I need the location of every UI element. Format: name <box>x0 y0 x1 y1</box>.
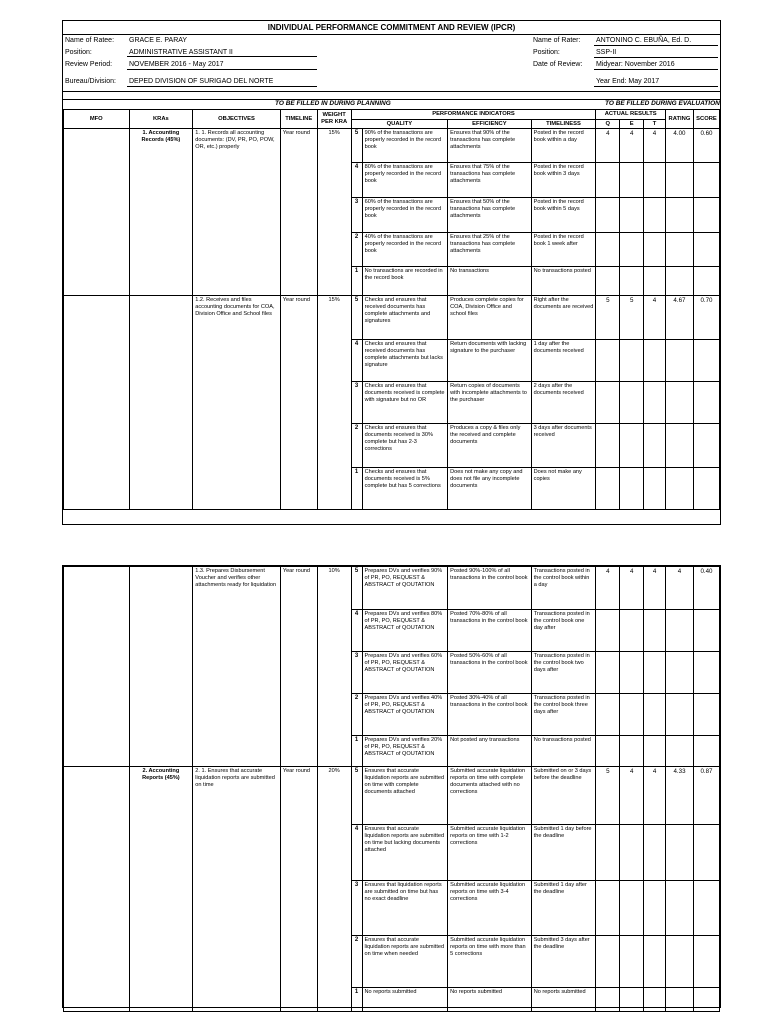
scale-cell: 1 <box>351 468 362 510</box>
result-e-cell <box>620 424 644 468</box>
result-e-cell <box>620 233 644 267</box>
objective-cell: 1.2. Receives and files accounting documents for COA, Division Office and School files <box>193 296 281 510</box>
efficiency-cell: Produces complete copies for COA, Division Office and school files <box>448 296 532 340</box>
result-score-cell <box>693 198 719 233</box>
header-performance-indicators: PERFORMANCE INDICATORS <box>351 110 596 120</box>
scale-cell: 5 <box>351 567 362 610</box>
result-score-cell <box>693 936 719 988</box>
efficiency-cell: No transactions <box>448 267 532 296</box>
quality-cell: Prepares DVs and verifies 80% of PR, PO, REQUEST & ABSTRACT of QOUTATION <box>362 610 448 652</box>
result-q-cell <box>596 382 620 424</box>
result-e-cell <box>620 468 644 510</box>
header-weight: WEIGHT PER KRA <box>317 110 351 129</box>
timeliness-cell: No transactions posted <box>531 267 596 296</box>
result-rating-cell <box>666 694 694 736</box>
efficiency-cell: Ensures that 75% of the transactions has complete attachments <box>448 163 532 198</box>
quality-cell: 60% of the transactions are properly recorded in the record book <box>362 198 448 233</box>
timeliness-cell: Transactions posted in the control book two days after <box>531 652 596 694</box>
quality-cell: No transactions are recorded in the record book <box>362 267 448 296</box>
divider <box>63 91 720 92</box>
efficiency-cell: Ensures that 50% of the transactions has complete attachments <box>448 198 532 233</box>
timeliness-cell: Submitted on or 3 days before the deadline <box>531 767 596 825</box>
result-rating-cell <box>665 267 693 296</box>
quality-cell: Ensures that liquidation reports are submitted on time but has no exact deadline <box>362 881 448 936</box>
result-t-cell <box>644 233 666 267</box>
result-q-cell <box>596 736 620 767</box>
table-row <box>64 129 720 163</box>
quality-cell: Ensures that accurate liquidation reports are submitted on time with complete documents attached <box>362 767 448 825</box>
result-t-cell <box>644 198 666 233</box>
result-score-cell <box>693 424 719 468</box>
objective-cell: 2. 1. Ensures that accurate liquidation reports are submitted on time <box>193 767 281 1012</box>
header-t: T <box>644 120 666 129</box>
result-q-cell <box>596 988 620 1012</box>
result-score-cell <box>693 736 719 767</box>
header-timeliness: TIMELINESS <box>531 120 596 129</box>
quality-cell: Prepares DVs and verifies 60% of PR, PO, REQUEST & ABSTRACT of QOUTATION <box>362 652 448 694</box>
result-rating-cell <box>666 825 694 881</box>
result-q-cell <box>596 825 620 881</box>
result-q-cell <box>596 163 620 198</box>
result-score-cell <box>693 881 719 936</box>
result-score-cell <box>693 694 719 736</box>
timeliness-cell: Submitted 1 day before the deadline <box>531 825 596 881</box>
rater-position-label: Position: <box>533 49 560 56</box>
result-q-cell <box>596 610 620 652</box>
efficiency-cell: Does not make any copy and does not file any incomplete documents <box>448 468 532 510</box>
result-e-cell <box>620 198 644 233</box>
header-kras: KRAs <box>129 110 193 129</box>
result-rating-cell <box>665 468 693 510</box>
underline <box>594 69 718 70</box>
result-e-cell: 4 <box>620 129 644 163</box>
result-score-cell <box>693 382 719 424</box>
scale-cell: 2 <box>351 694 362 736</box>
timeliness-cell: 2 days after the documents received <box>531 382 596 424</box>
result-t-cell <box>644 382 666 424</box>
result-score-cell <box>693 340 719 382</box>
efficiency-cell: No reports submitted <box>448 988 532 1012</box>
review-date: Midyear: November 2016 <box>596 61 675 68</box>
scale-cell: 5 <box>351 129 362 163</box>
result-e-cell <box>620 988 644 1012</box>
ratee-name-label: Name of Ratee: <box>65 37 115 44</box>
result-e-cell <box>620 736 644 767</box>
evaluation-label: TO BE FILLED DURING EVALUATION <box>605 100 720 107</box>
quality-cell: Prepares DVs and verifies 40% of PR, PO, REQUEST & ABSTRACT of QOUTATION <box>362 694 448 736</box>
timeliness-cell: Posted in the record book 1 week after <box>531 233 596 267</box>
scale-cell: 3 <box>351 198 362 233</box>
rater-position: SSP-II <box>596 49 617 56</box>
timeliness-cell: Transactions posted in the control book one day after <box>531 610 596 652</box>
result-q-cell <box>596 340 620 382</box>
result-score-cell <box>693 163 719 198</box>
result-rating-cell <box>666 881 694 936</box>
result-t-cell <box>644 610 666 652</box>
ratee-position-label: Position: <box>65 49 92 56</box>
result-q-cell: 4 <box>596 567 620 610</box>
timeliness-cell: Right after the documents are received <box>531 296 596 340</box>
efficiency-cell: Return copies of documents with incomplete attachments to the purchaser <box>448 382 532 424</box>
review-period-label: Review Period: <box>65 61 113 68</box>
result-t-cell <box>644 988 666 1012</box>
timeliness-cell: Posted in the record book within a day <box>531 129 596 163</box>
result-rating-cell <box>665 382 693 424</box>
kra-cell: 1. Accounting Records (45%) <box>129 129 193 296</box>
result-q-cell <box>596 936 620 988</box>
result-rating-cell <box>666 610 694 652</box>
result-rating-cell <box>666 736 694 767</box>
result-score-cell <box>693 267 719 296</box>
result-q-cell <box>596 267 620 296</box>
efficiency-cell: Posted 30%-40% of all transactions in the control book <box>448 694 532 736</box>
quality-cell: Checks and ensures that documents received is 30% complete but has 2-3 corrections <box>362 424 448 468</box>
result-q-cell <box>596 881 620 936</box>
objective-cell: 1.3. Prepares Disbursement Voucher and verifies other attachments ready for liquidation <box>193 567 281 767</box>
result-t-cell <box>644 267 666 296</box>
header-rating: RATING <box>665 110 693 129</box>
result-e-cell: 4 <box>620 767 644 825</box>
result-q-cell: 5 <box>596 296 620 340</box>
result-t-cell <box>644 881 666 936</box>
quality-cell: Checks and ensures that received documents has complete attachments and signatures <box>362 296 448 340</box>
scale-cell: 3 <box>351 382 362 424</box>
underline <box>127 56 317 57</box>
bureau-label: Bureau/Division: <box>65 78 116 85</box>
review-period: NOVEMBER 2016 - May 2017 <box>129 61 224 68</box>
mfo-cell <box>64 767 130 1012</box>
weight-cell: 15% <box>317 296 351 510</box>
mfo-cell <box>64 296 130 510</box>
ratee-position: ADMINISTRATIVE ASSISTANT II <box>129 49 233 56</box>
weight-cell: 10% <box>317 567 351 767</box>
result-e-cell <box>620 825 644 881</box>
table-row <box>64 767 720 825</box>
scale-cell: 5 <box>351 767 362 825</box>
ipcr-table <box>63 109 720 510</box>
kra-cell: 2. Accounting Reports (45%) <box>129 767 193 1012</box>
efficiency-cell: Submitted accurate liquidation reports on time with more than 5 corrections <box>448 936 532 988</box>
underline <box>594 57 718 58</box>
timeliness-cell: 3 days after documents received <box>531 424 596 468</box>
result-t-cell <box>644 340 666 382</box>
underline <box>594 45 718 46</box>
result-score-cell <box>693 652 719 694</box>
header-quality: QUALITY <box>351 120 447 129</box>
planning-label: TO BE FILLED IN DURING PLANNING <box>275 100 391 107</box>
underline <box>594 86 718 87</box>
header-efficiency: EFFICIENCY <box>448 120 532 129</box>
efficiency-cell: Posted 70%-80% of all transactions in the control book <box>448 610 532 652</box>
timeliness-cell: Submitted 3 days after the deadline <box>531 936 596 988</box>
quality-cell: Prepares DVs and verifies 20% of PR, PO, REQUEST & ABSTRACT of QOUTATION <box>362 736 448 767</box>
efficiency-cell: Ensures that 25% of the transactions has complete attachments <box>448 233 532 267</box>
scale-cell: 1 <box>351 267 362 296</box>
scale-cell: 1 <box>351 736 362 767</box>
result-rating-cell <box>665 198 693 233</box>
result-t-cell: 4 <box>644 567 666 610</box>
quality-cell: Prepares DVs and verifies 90% of PR, PO, REQUEST & ABSTRACT of QOUTATION <box>362 567 448 610</box>
ratee-name: GRACE E. PARAY <box>129 37 188 44</box>
result-rating-cell <box>666 988 694 1012</box>
scale-cell: 2 <box>351 424 362 468</box>
result-rating-cell: 4.67 <box>665 296 693 340</box>
header-mfo: MFO <box>64 110 130 129</box>
result-q-cell: 4 <box>596 129 620 163</box>
quality-cell: Checks and ensures that received documents has complete attachments but lacks signature <box>362 340 448 382</box>
bureau: DEPED DIVISION OF SURIGAO DEL NORTE <box>129 78 274 85</box>
quality-cell: Ensures that accurate liquidation reports are submitted on time when needed <box>362 936 448 988</box>
scale-cell: 4 <box>351 610 362 652</box>
result-e-cell <box>620 340 644 382</box>
result-score-cell <box>693 468 719 510</box>
result-rating-cell <box>666 652 694 694</box>
result-score-cell <box>693 988 719 1012</box>
timeliness-cell: Submitted 1 day after the deadline <box>531 881 596 936</box>
rater-name: ANTONINO C. EBUÑA, Ed. D. <box>596 37 692 44</box>
quality-cell: 40% of the transactions are properly recorded in the record book <box>362 233 448 267</box>
result-t-cell: 4 <box>644 296 666 340</box>
result-t-cell <box>644 936 666 988</box>
timeliness-cell: Posted in the record book within 5 days <box>531 198 596 233</box>
scale-cell: 4 <box>351 163 362 198</box>
timeline-cell: Year round <box>280 129 317 296</box>
result-t-cell <box>644 424 666 468</box>
result-score-cell <box>693 610 719 652</box>
ipcr-page-1 <box>62 20 721 525</box>
result-q-cell <box>596 468 620 510</box>
table-row <box>64 296 720 340</box>
scale-cell: 4 <box>351 825 362 881</box>
result-q-cell <box>596 233 620 267</box>
header-timeline: TIMELINE <box>280 110 317 129</box>
result-rating-cell <box>665 340 693 382</box>
result-score-cell: 0.40 <box>693 567 719 610</box>
header-score: SCORE <box>693 110 719 129</box>
result-t-cell <box>644 468 666 510</box>
result-t-cell <box>644 825 666 881</box>
timeliness-cell: Posted in the record book within 3 days <box>531 163 596 198</box>
scale-cell: 1 <box>351 988 362 1012</box>
result-rating-cell <box>666 936 694 988</box>
header-e: E <box>620 120 644 129</box>
quality-cell: Ensures that accurate liquidation reports are submitted on time but lacking documents attached <box>362 825 448 881</box>
year-end: Year End: May 2017 <box>596 78 660 85</box>
scale-cell: 2 <box>351 233 362 267</box>
result-score-cell: 0.70 <box>693 296 719 340</box>
result-q-cell <box>596 424 620 468</box>
mfo-cell <box>64 567 130 767</box>
table-row <box>64 567 720 610</box>
result-t-cell: 4 <box>644 767 666 825</box>
quality-cell: 80% of the transactions are properly recorded in the record book <box>362 163 448 198</box>
result-rating-cell: 4.00 <box>665 129 693 163</box>
underline <box>127 86 317 87</box>
result-e-cell <box>620 163 644 198</box>
result-t-cell <box>644 163 666 198</box>
result-rating-cell <box>665 233 693 267</box>
timeliness-cell: 1 day after the documents received <box>531 340 596 382</box>
efficiency-cell: Submitted accurate liquidation reports on time with 3-4 corrections <box>448 881 532 936</box>
result-rating-cell: 4.33 <box>666 767 694 825</box>
result-e-cell <box>620 652 644 694</box>
weight-cell: 20% <box>317 767 351 1012</box>
timeliness-cell: Transactions posted in the control book within a day <box>531 567 596 610</box>
header-actual-results: ACTUAL RESULTS <box>596 110 666 120</box>
scale-cell: 5 <box>351 296 362 340</box>
timeline-cell: Year round <box>280 567 317 767</box>
quality-cell: 90% of the transactions are properly recorded in the record book <box>362 129 448 163</box>
weight-cell: 15% <box>317 129 351 296</box>
result-score-cell: 0.87 <box>693 767 719 825</box>
result-t-cell <box>644 652 666 694</box>
objective-cell: 1. 1. Records all accounting documents: (DV, PR, PO, POW, OR, etc.) properly <box>193 129 281 296</box>
header-objectives: OBJECTIVES <box>193 110 281 129</box>
result-e-cell <box>620 267 644 296</box>
quality-cell: Checks and ensures that documents received is complete with signature but no OR <box>362 382 448 424</box>
efficiency-cell: Submitted accurate liquidation reports on time with 1-2 corrections <box>448 825 532 881</box>
header-q: Q <box>596 120 620 129</box>
underline <box>127 69 317 70</box>
result-e-cell <box>620 694 644 736</box>
quality-cell: Checks and ensures that documents received is 5% complete but has 5 corrections <box>362 468 448 510</box>
result-q-cell <box>596 198 620 233</box>
result-e-cell <box>620 936 644 988</box>
review-date-label: Date of Review: <box>533 61 583 68</box>
result-t-cell <box>644 736 666 767</box>
result-rating-cell <box>665 163 693 198</box>
result-e-cell <box>620 881 644 936</box>
mfo-cell <box>64 129 130 296</box>
result-q-cell <box>596 694 620 736</box>
kra-cell <box>129 296 193 510</box>
result-t-cell <box>644 694 666 736</box>
result-rating-cell <box>665 424 693 468</box>
timeline-cell: Year round <box>280 296 317 510</box>
result-score-cell: 0.60 <box>693 129 719 163</box>
timeliness-cell: Does not make any copies <box>531 468 596 510</box>
result-e-cell <box>620 610 644 652</box>
efficiency-cell: Submitted accurate liquidation reports on time with complete documents attached with no corrections <box>448 767 532 825</box>
ipcr-page-2 <box>62 565 721 1008</box>
efficiency-cell: Ensures that 90% of the transactions has complete attachments <box>448 129 532 163</box>
efficiency-cell: Posted 50%-60% of all transactions in the control book <box>448 652 532 694</box>
scale-cell: 3 <box>351 652 362 694</box>
scale-cell: 4 <box>351 340 362 382</box>
result-e-cell: 5 <box>620 296 644 340</box>
efficiency-cell: Produces a copy & files only the received and complete documents <box>448 424 532 468</box>
result-rating-cell: 4 <box>666 567 694 610</box>
ipcr-table-continued <box>63 566 720 1012</box>
result-score-cell <box>693 825 719 881</box>
result-q-cell <box>596 652 620 694</box>
quality-cell: No reports submitted <box>362 988 448 1012</box>
efficiency-cell: Not posted any transactions <box>448 736 532 767</box>
timeline-cell: Year round <box>280 767 317 1012</box>
result-e-cell: 4 <box>620 567 644 610</box>
efficiency-cell: Return documents with lacking signature to the purchaser <box>448 340 532 382</box>
result-t-cell: 4 <box>644 129 666 163</box>
timeliness-cell: Transactions posted in the control book three days after <box>531 694 596 736</box>
result-e-cell <box>620 382 644 424</box>
rater-name-label: Name of Rater: <box>533 37 581 44</box>
kra-cell <box>129 567 193 767</box>
scale-cell: 3 <box>351 881 362 936</box>
result-score-cell <box>693 233 719 267</box>
scale-cell: 2 <box>351 936 362 988</box>
efficiency-cell: Posted 90%-100% of all transactions in the control book <box>448 567 532 610</box>
form-title: INDIVIDUAL PERFORMANCE COMMITMENT AND REVIEW (IPCR) <box>63 21 720 35</box>
timeliness-cell: No reports submitted <box>531 988 596 1012</box>
timeliness-cell: No transactions posted <box>531 736 596 767</box>
result-q-cell: 5 <box>596 767 620 825</box>
